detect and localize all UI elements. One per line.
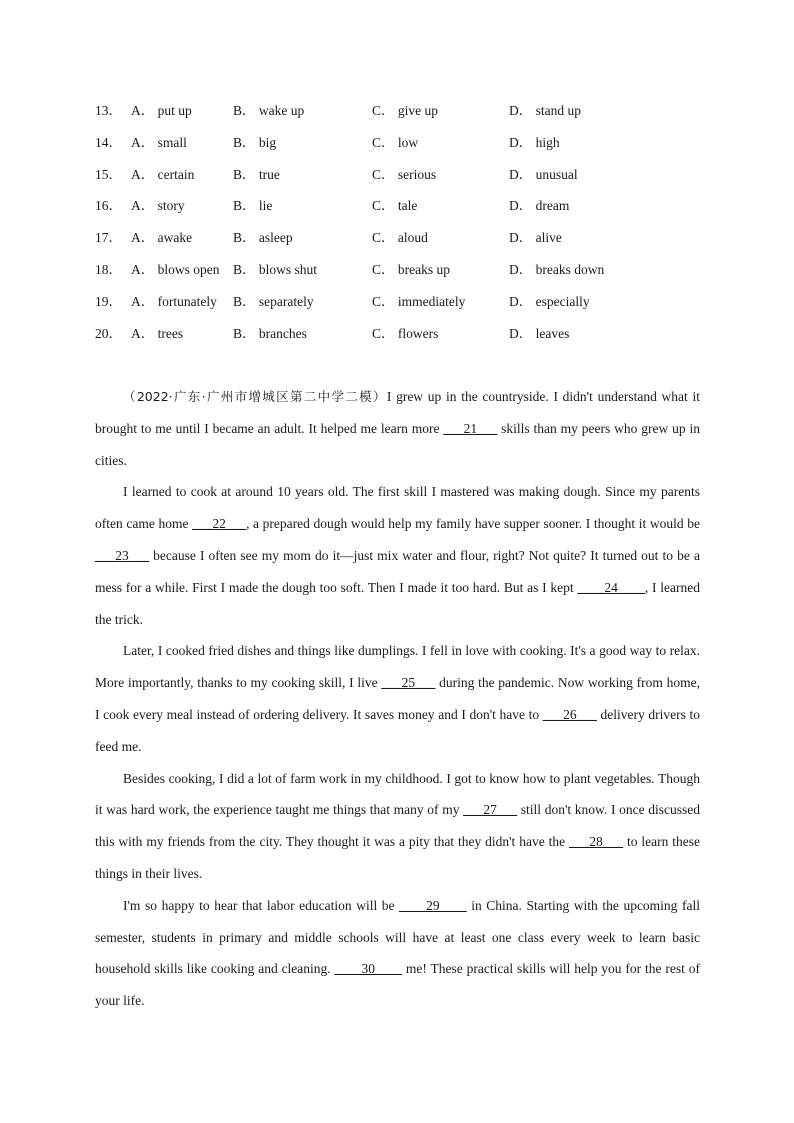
blank-27: ___27___ xyxy=(463,802,518,818)
passage-paragraph-4 xyxy=(95,763,700,890)
text: because I often see my mom do it—just mix water and flour, right? Not quite? It turned out to be a mess for a while. First I made the dough too soft. Then I made it too hard. But as I kept xyxy=(95,547,700,595)
option-row-19 xyxy=(95,292,715,324)
option-a: A． awake xyxy=(131,230,193,246)
question-number: 17． xyxy=(95,230,122,246)
text: still don't know. I once discussed this with my friends from the city. They thought it was a pity that they didn't have the xyxy=(95,802,700,850)
text: I'm so happy to hear that labor education will be xyxy=(123,897,400,913)
option-c: C． flowers xyxy=(372,325,439,341)
text: , I learned the trick. xyxy=(95,579,700,627)
blank-25: ___25___ xyxy=(381,675,436,691)
option-c: C． immediately xyxy=(372,293,466,309)
option-row-16 xyxy=(95,196,715,228)
question-number: 18． xyxy=(95,261,122,277)
option-d: D． alive xyxy=(509,230,562,246)
option-c: C． tale xyxy=(372,198,418,214)
option-b: B． wake up xyxy=(233,103,305,118)
option-d: D． leaves xyxy=(509,325,570,341)
passage-paragraph-3 xyxy=(95,635,700,762)
text: delivery drivers to feed me. xyxy=(95,706,700,754)
option-c: C． serious xyxy=(372,166,437,182)
blank-22: ___22___ xyxy=(192,516,247,532)
text: to learn these things in their lives. xyxy=(95,834,700,881)
text: , a prepared dough would help my family have supper sooner. I thought it would be xyxy=(246,516,700,532)
option-c: C． low xyxy=(372,134,419,150)
question-number: 20． xyxy=(95,325,122,341)
option-c: C． give up xyxy=(372,103,438,118)
blank-23: ___23___ xyxy=(95,547,149,563)
option-row-20 xyxy=(95,324,715,356)
text: in China. Starting with the upcoming fall semester, students in primary and middle schools will have at least one class every week to learn basic household skills like cooking and cleaning. xyxy=(95,897,700,977)
option-d: D． high xyxy=(509,134,560,150)
source-label: （2022·广东·广州市增城区第二中学二模） xyxy=(123,389,387,404)
blank-30: ____30____ xyxy=(334,961,403,977)
passage-paragraph-2 xyxy=(95,476,700,635)
option-a: A． put up xyxy=(131,103,192,118)
option-row-13 xyxy=(95,101,715,133)
option-c: C． breaks up xyxy=(372,261,450,277)
blank-24: ____24____ xyxy=(577,579,645,595)
text: I learned to cook at around 10 years old. The first skill I mastered was making dough. Since my parents often came home xyxy=(95,484,700,532)
question-number: 14． xyxy=(95,134,122,150)
option-b: B． asleep xyxy=(233,230,293,246)
question-number: 16． xyxy=(95,198,122,214)
option-b: B． true xyxy=(233,166,280,182)
text: Later, I cooked fried dishes and things like dumplings. I fell in love with cooking. It's a good way to relax. More importantly, thanks to my cooking skill, I live xyxy=(95,643,700,691)
option-a: A． fortunately xyxy=(131,293,217,309)
option-d: D． breaks down xyxy=(509,261,605,277)
option-b: B． separately xyxy=(233,293,314,309)
option-row-18 xyxy=(95,260,715,292)
option-a: A． blows open xyxy=(131,261,220,277)
option-d: D． especially xyxy=(509,293,590,309)
option-d: D． unusual xyxy=(509,166,578,182)
option-row-14 xyxy=(95,133,715,165)
option-c: C． aloud xyxy=(372,230,428,246)
option-b: B． big xyxy=(233,134,277,150)
text: skills than my peers who grew up in cities. xyxy=(95,420,700,468)
blank-29: ____29____ xyxy=(399,897,467,913)
text: I grew up in the countryside. I didn't understand what it brought to me until I became an adult. It helped me learn more xyxy=(95,389,700,436)
text: during the pandemic. Now working from home, I cook every meal instead of ordering delivery. It saves money and I don't have to xyxy=(95,675,701,722)
passage-paragraph-1 xyxy=(95,381,700,476)
option-b: B． branches xyxy=(233,325,307,341)
option-a: A． certain xyxy=(131,166,195,182)
passage-paragraph-5 xyxy=(95,890,700,1017)
option-a: A． small xyxy=(131,134,187,150)
blank-21: ___21___ xyxy=(443,420,498,436)
text: me! These practical skills will help you for the rest of your life. xyxy=(95,961,700,1009)
option-b: B． blows shut xyxy=(233,261,318,277)
text: Besides cooking, I did a lot of farm work in my childhood. I got to know how to plant vegetables. Though it was hard work, the experience taught me things that many of my xyxy=(95,770,700,818)
option-row-15 xyxy=(95,165,715,197)
option-d: D． dream xyxy=(509,198,570,214)
question-number: 19． xyxy=(95,293,122,309)
option-row-17 xyxy=(95,228,715,260)
option-a: A． story xyxy=(131,198,185,214)
question-number: 13． xyxy=(95,103,122,118)
question-number: 15． xyxy=(95,166,122,182)
option-b: B． lie xyxy=(233,198,273,214)
blank-26: ___26___ xyxy=(542,706,597,722)
option-d: D． stand up xyxy=(509,103,581,118)
option-a: A． trees xyxy=(131,325,184,341)
cloze-passage xyxy=(95,381,700,1017)
blank-28: ___28___ xyxy=(569,834,624,850)
answer-options xyxy=(95,101,715,355)
